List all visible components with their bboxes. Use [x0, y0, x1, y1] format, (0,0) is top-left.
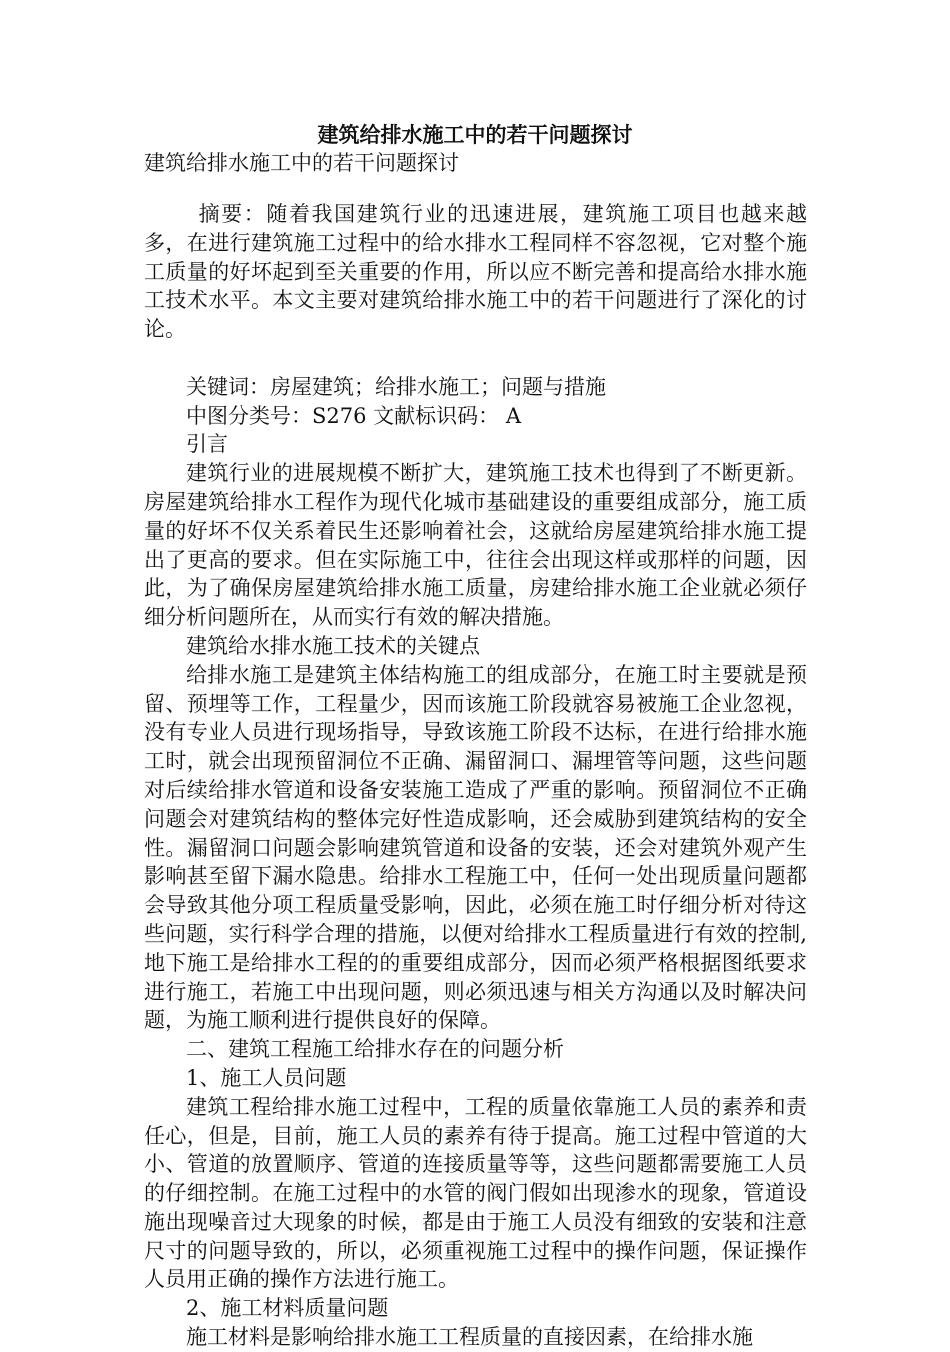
document-subtitle: 建筑给排水施工中的若干问题探讨 — [144, 151, 459, 175]
abstract-paragraph: 摘要：随着我国建筑行业的迅速进展，建筑施工项目也越来越多，在进行建筑施工过程中的给水排水工程同样不容忽视，它对整个施工质量的好坏起到至关重要的作用，所以应不断完善和提高给水排水施工技术水平。本文主要对建筑给排水施工中的若干问题进行了深化的讨论。 — [144, 202, 807, 342]
section1-heading: 建筑给水排水施工技术的关键点 — [186, 633, 480, 658]
intro-heading: 引言 — [186, 432, 228, 457]
classification-line: 中图分类号：S276 文献标识码： A — [186, 403, 521, 428]
spacer — [144, 344, 807, 373]
document-body — [144, 200, 807, 1352]
keywords-line: 关键词：房屋建筑；给排水施工；问题与措施 — [186, 374, 606, 399]
section1-paragraph: 给排水施工是建筑主体结构施工的组成部分，在施工时主要就是预留、预埋等工作，工程量少，因而该施工阶段就容易被施工企业忽视，没有专业人员进行现场指导，导致该施工阶段不达标，在进行给排水施工时，就会出现预留洞位不正确、漏留洞口、漏埋管等问题，这些问题对后续给排水管道和设备安装施工造成了严重的影响。预留洞位不正确问题会对建筑结构的整体完好性造成影响，还会威胁到建筑结构的安全性。漏留洞口问题会影响建筑管道和设备的安装，还会对建筑外观产生影响甚至留下漏水隐患。给排水工程施工中，任何一处出现质量问题都会导致其他分项工程质量受影响，因此，必须在施工时仔细分析对待这些问题，实行科学合理的措施，以便对给排水工程质量进行有效的控制,地下施工是给排水工程的的重要组成部分，因而必须严格根据图纸要求进行施工，若施工中出现问题，则必须迅速与相关方沟通以及时解决问题，为施工顺利进行提供良好的保障。 — [144, 662, 807, 1033]
sub1-heading: 1、施工人员问题 — [186, 1065, 347, 1090]
section2-heading: 二、建筑工程施工给排水存在的问题分析 — [186, 1037, 564, 1062]
sub2-paragraph: 施工材料是影响给排水施工工程质量的直接因素，在给排水施 — [186, 1325, 753, 1350]
sub1-paragraph: 建筑工程给排水施工过程中，工程的质量依靠施工人员的素养和责任心，但是，目前，施工人员的素养有待于提高。施工过程中管道的大小、管道的放置顺序、管道的连接质量等等，这些问题都需要施工人员的仔细控制。在施工过程中的水管的阀门假如出现渗水的现象，管道设施出现噪音过大现象的时候，都是由于施工人员没有细致的安装和注意尺寸的问题导致的，所以，必须重视施工过程中的操作问题，保证操作人员用正确的操作方法进行施工。 — [144, 1094, 807, 1292]
sub2-heading: 2、施工材料质量问题 — [186, 1296, 389, 1321]
intro-paragraph: 建筑行业的进展规模不断扩大，建筑施工技术也得到了不断更新。房屋建筑给排水工程作为现代化城市基础建设的重要组成部分，施工质量的好坏不仅关系着民生还影响着社会，这就给房屋建筑给排水施工提出了更高的要求。但在实际施工中，往往会出现这样或那样的问题，因此，为了确保房屋建筑给排水施工质量，房建给排水施工企业就必须仔细分析问题所在，从而实行有效的解决措施。 — [144, 461, 807, 630]
document-title: 建筑给排水施工中的若干问题探讨 — [317, 122, 633, 147]
